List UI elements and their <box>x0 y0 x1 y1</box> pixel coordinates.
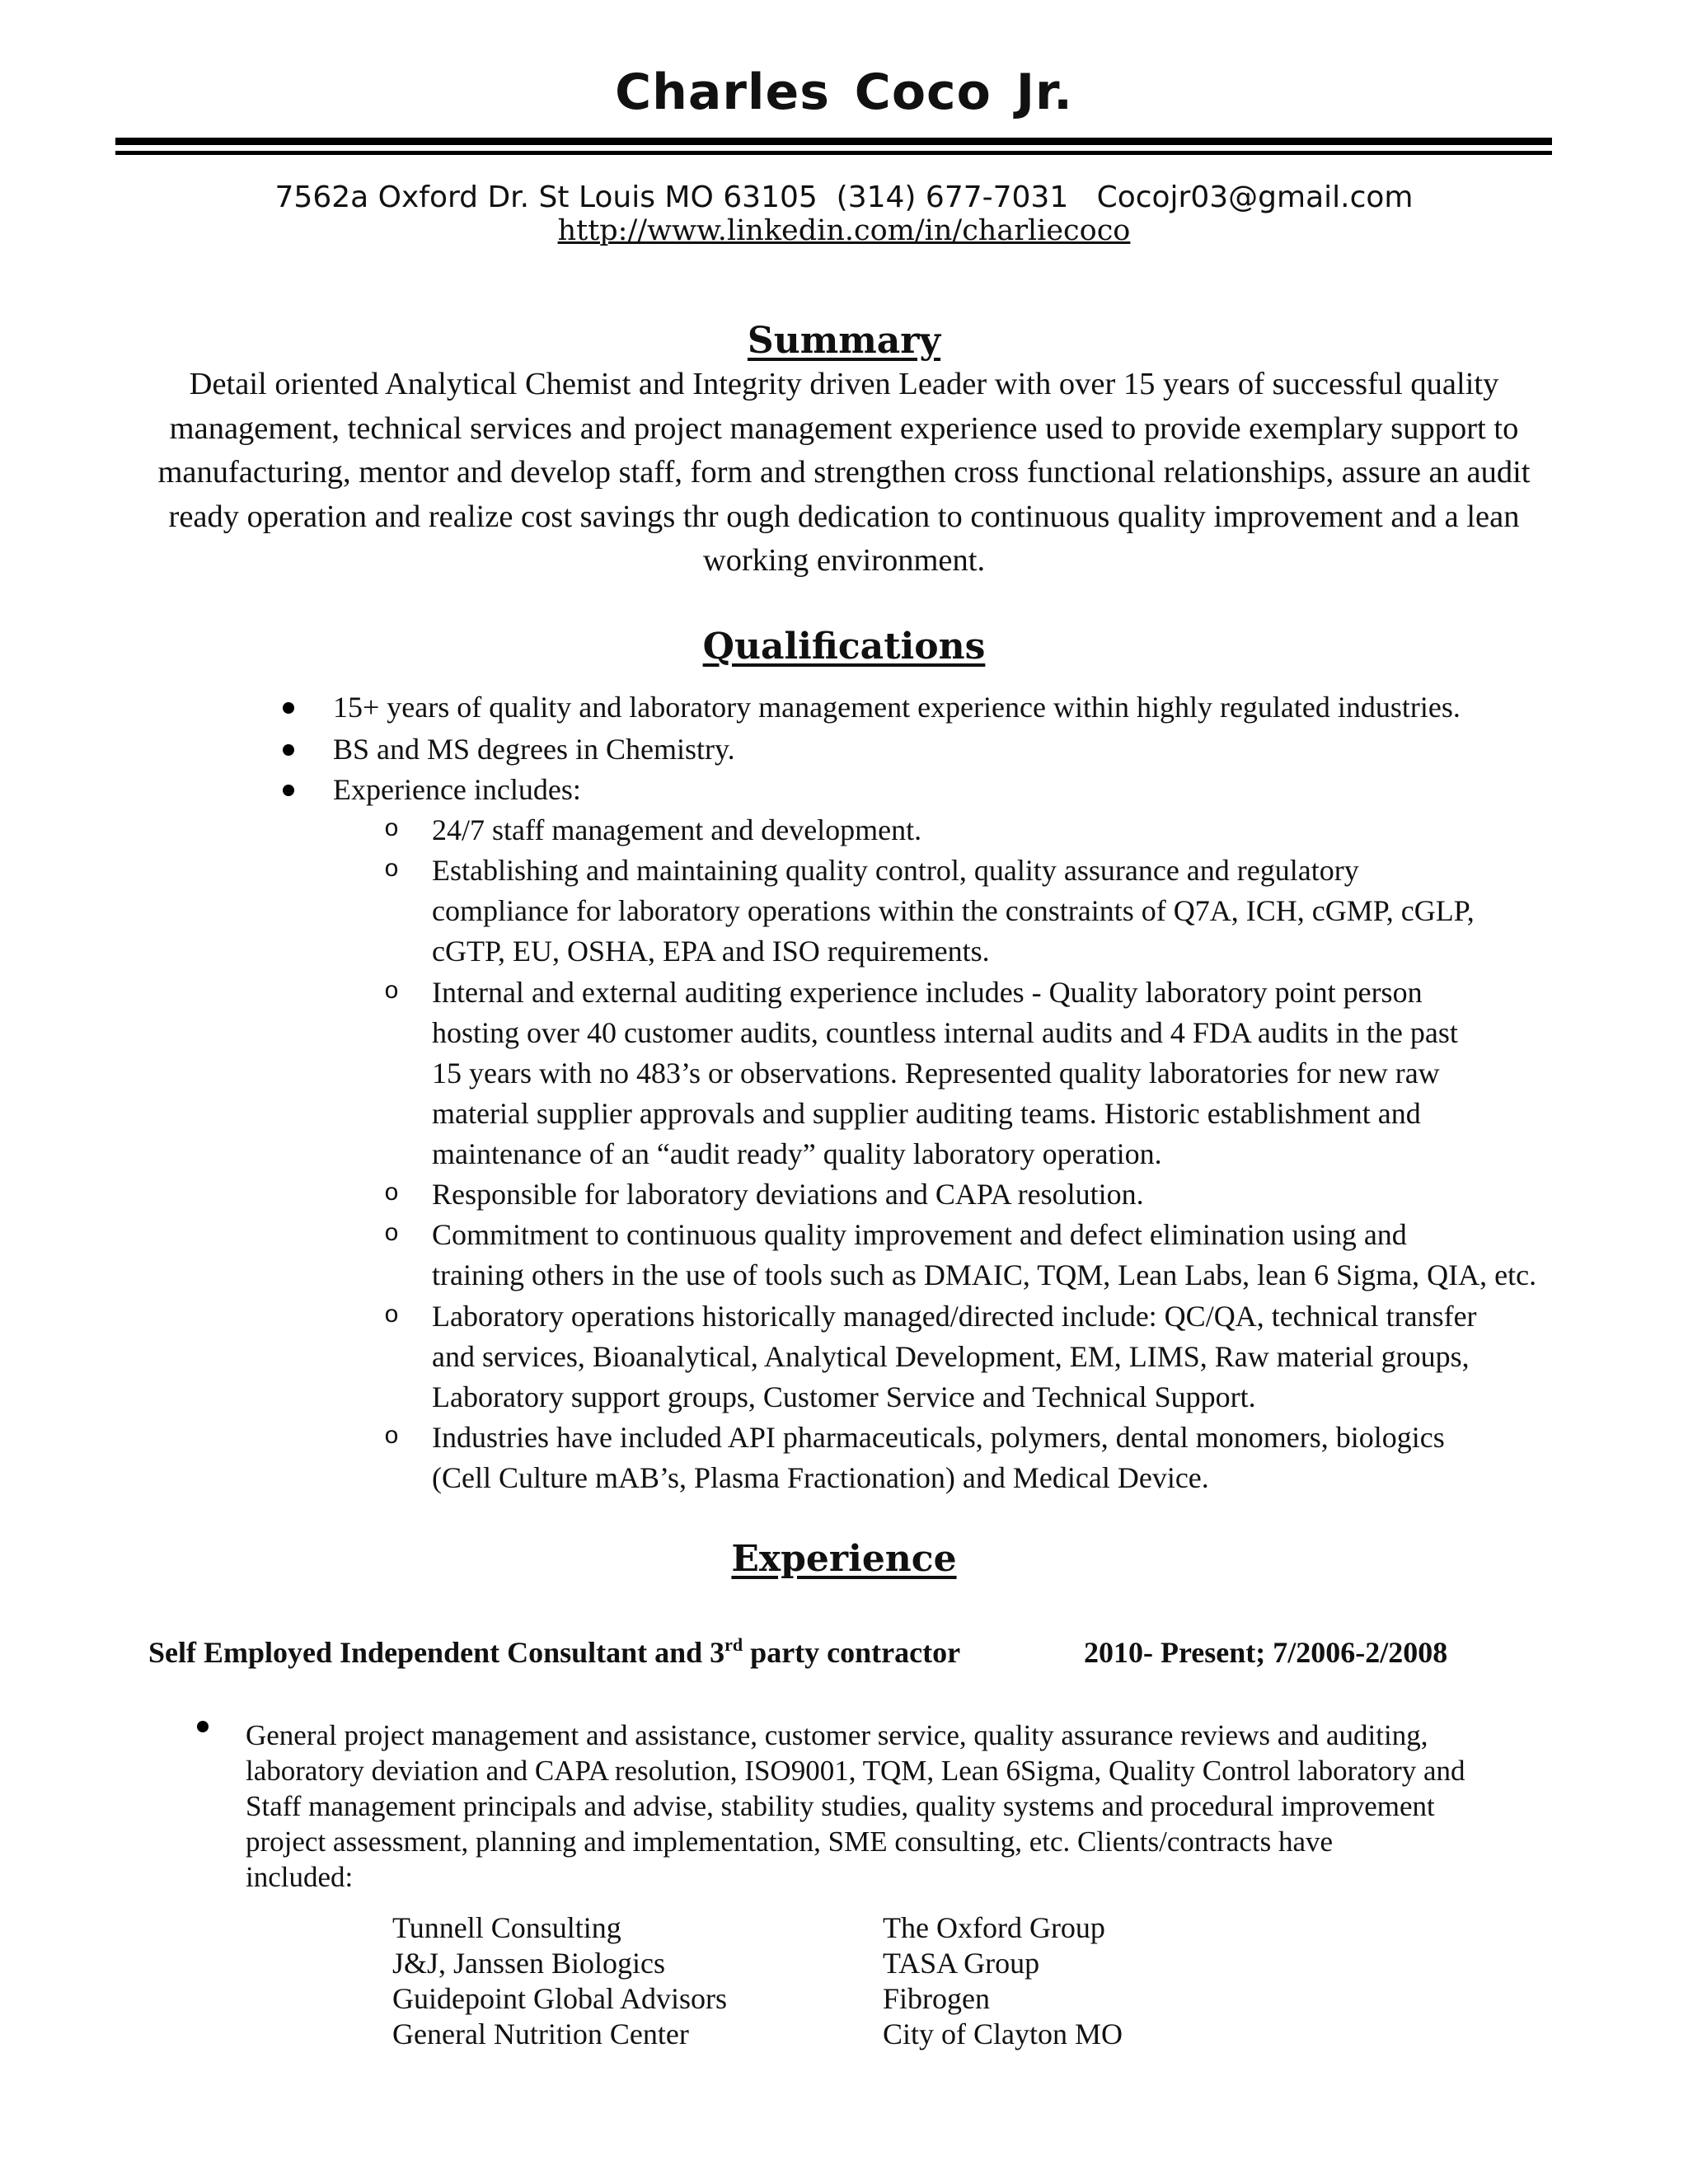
job-description <box>246 1718 1573 1895</box>
sub-bullet-marker: o <box>384 856 400 884</box>
sub-item-line: and services, Bioanalytical, Analytical Development, EM, LIMS, Raw material groups, <box>432 1340 1470 1373</box>
client-name: TASA Group <box>883 1947 1040 1980</box>
job-description-line: General project management and assistance, customer service, quality assurance reviews and auditing, <box>246 1719 1428 1751</box>
bullet-dot <box>283 785 294 796</box>
client-name: General Nutrition Center <box>392 2018 689 2050</box>
bullet-dot <box>283 744 294 756</box>
bullet-dot <box>197 1721 209 1732</box>
sub-item-line: cGTP, EU, OSHA, EPA and ISO requirements. <box>432 935 990 968</box>
job-description-line: project assessment, planning and implementation, SME consulting, etc. Clients/contracts have <box>246 1825 1334 1858</box>
client-name: Guidepoint Global Advisors <box>392 1982 727 2015</box>
client-name: Fibrogen <box>883 1982 990 2015</box>
candidate-name: Charles Coco Jr. <box>615 63 1073 121</box>
bullet-dot <box>283 702 294 714</box>
job-description-line: Staff management principals and advise, stability studies, quality systems and procedural improvement <box>246 1790 1435 1822</box>
job-title <box>148 1636 960 1669</box>
sub-bullet-marker: o <box>384 816 400 844</box>
sub-item-line: maintenance of an “audit ready” quality laboratory operation. <box>432 1137 1162 1170</box>
sub-item-line: Internal and external auditing experience includes - Quality laboratory point person <box>432 976 1423 1009</box>
sub-item-line: Laboratory support groups, Customer Service and Technical Support. <box>432 1380 1256 1413</box>
job-title-tail: party contractor <box>743 1636 961 1669</box>
sub-item-line: 15 years with no 483’s or observations. Represented quality laboratories for new raw <box>432 1057 1440 1090</box>
client-name: J&J, Janssen Biologics <box>392 1947 666 1980</box>
client-name: Tunnell Consulting <box>392 1911 621 1944</box>
sub-item-line: material supplier approvals and supplier auditing teams. Historic establishment and <box>432 1097 1421 1130</box>
sub-bullet-marker: o <box>384 1221 400 1249</box>
job-dates: 2010- Present; 7/2006-2/2008 <box>1084 1636 1448 1669</box>
job-title-superscript: rd <box>724 1634 743 1655</box>
sub-item-line: hosting over 40 customer audits, countless internal audits and 4 FDA audits in the past <box>432 1016 1458 1049</box>
qualification-item: BS and MS degrees in Chemistry. <box>333 733 735 766</box>
qualifications-heading: Qualifications <box>702 626 986 668</box>
sub-item-line: Laboratory operations historically managed/directed include: QC/QA, technical transfer <box>432 1300 1477 1333</box>
sub-item-line: Industries have included API pharmaceuticals, polymers, dental monomers, biologics <box>432 1421 1445 1454</box>
summary-heading: Summary <box>747 320 941 362</box>
sub-bullet-marker: o <box>384 978 400 1006</box>
linkedin-line <box>0 213 1688 249</box>
job-description-line: included: <box>246 1861 354 1893</box>
sub-bullet-marker: o <box>384 1423 400 1451</box>
client-name: City of Clayton MO <box>883 2018 1123 2050</box>
experience-heading: Experience <box>731 1538 957 1580</box>
qualification-item: Experience includes: <box>333 773 581 806</box>
sub-bullet-marker: o <box>384 1302 400 1330</box>
sub-item-line: (Cell Culture mAB’s, Plasma Fractionation) and Medical Device. <box>432 1461 1209 1494</box>
qualification-item: 15+ years of quality and laboratory management experience within highly regulated industries. <box>333 691 1461 724</box>
header-rule-thin <box>115 151 1552 155</box>
summary-text: Detail oriented Analytical Chemist and Integrity driven Leader with over 15 years of successful quality management, technical services and project management experience used to provide exemplary support to manufacturing, mentor and develop staff, form and strengthen cross functional relationships, assure an audit ready operation and realize cost savings thr ough dedication to continuous quality improvement and a lean working environment. <box>157 367 1531 578</box>
contact-line: 7562a Oxford Dr. St Louis MO 63105 (314) 677-7031 Cocojr03@gmail.com <box>274 180 1414 214</box>
job-title-main: Self Employed Independent Consultant and 3 <box>148 1636 725 1669</box>
header-rule-thick <box>115 138 1552 145</box>
sub-item-line: Commitment to continuous quality improvement and defect elimination using and <box>432 1218 1407 1251</box>
linkedin-link[interactable]: http://www.linkedin.com/in/charliecoco <box>557 214 1131 247</box>
sub-item-line: 24/7 staff management and development. <box>432 813 922 846</box>
sub-item-line: Responsible for laboratory deviations and CAPA resolution. <box>432 1178 1144 1211</box>
sub-item-line: training others in the use of tools such as DMAIC, TQM, Lean Labs, lean 6 Sigma, QIA, etc. <box>432 1258 1537 1291</box>
sub-item-line: Establishing and maintaining quality control, quality assurance and regulatory <box>432 854 1359 887</box>
client-name: The Oxford Group <box>883 1911 1105 1944</box>
sub-item-line: compliance for laboratory operations within the constraints of Q7A, ICH, cGMP, cGLP, <box>432 894 1475 927</box>
sub-bullet-marker: o <box>384 1180 400 1208</box>
job-description-line: laboratory deviation and CAPA resolution, ISO9001, TQM, Lean 6Sigma, Quality Control laboratory and <box>246 1755 1465 1787</box>
